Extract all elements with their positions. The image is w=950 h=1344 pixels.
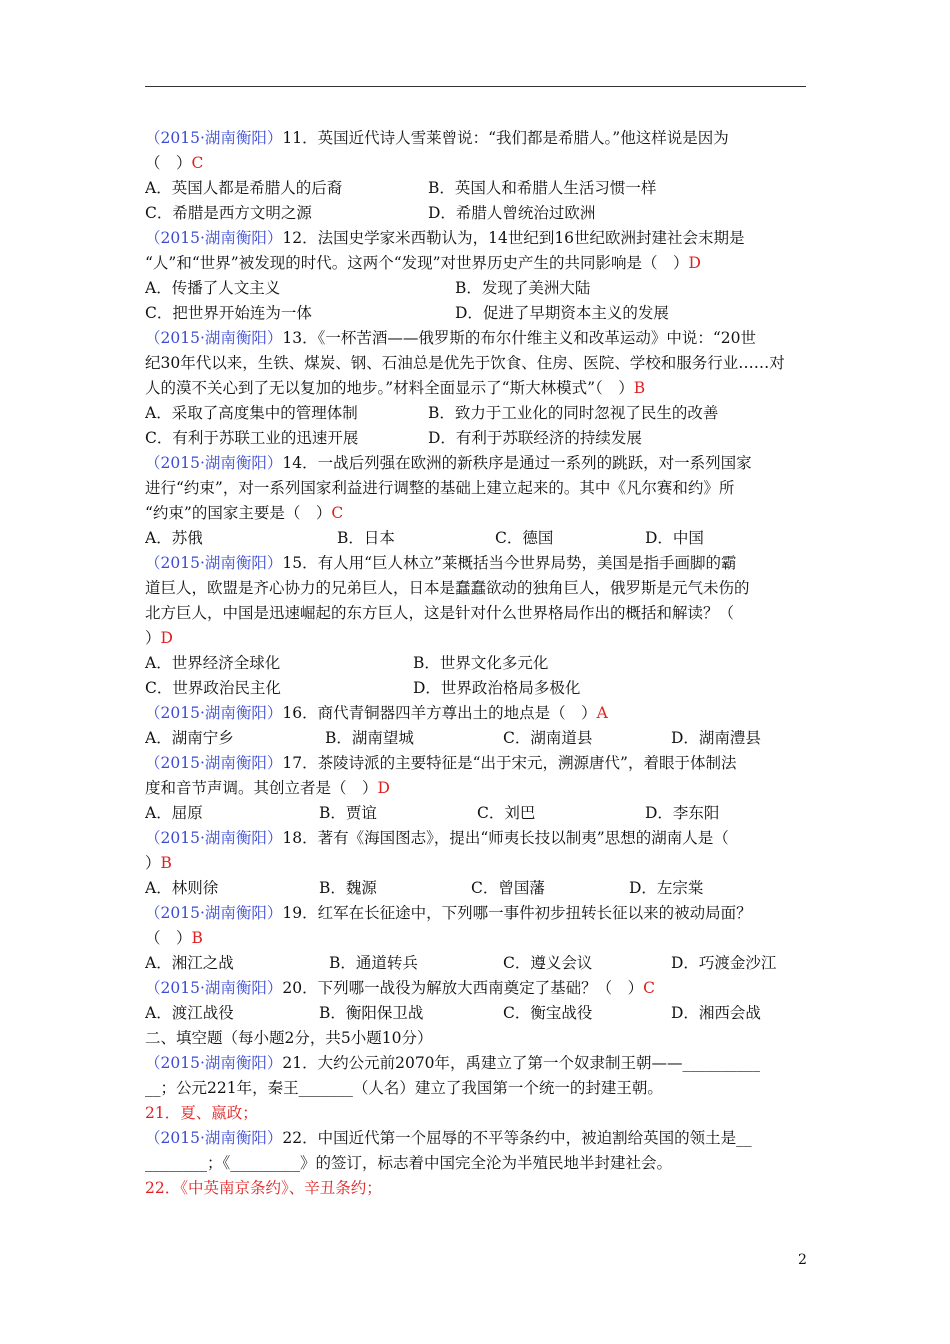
question-15-line-3: 北方巨人，中国是迅速崛起的东方巨人，这是针对什么世界格局作出的概括和解读？（ xyxy=(145,604,735,622)
source-tag: （2015·湖南衡阳） xyxy=(145,1129,283,1147)
answer: D xyxy=(160,629,173,647)
question-21-line-1: （2015·湖南衡阳）21．大约公元前2070年，禹建立了第一个奴隶制王朝——__________ xyxy=(145,1054,761,1072)
source-tag: （2015·湖南衡阳） xyxy=(145,229,283,247)
question-12-options: A．传播了人文主义 B．发现了美洲大陆 xyxy=(145,279,591,297)
answer: C xyxy=(331,504,344,522)
question-19-line-2: （ ）B xyxy=(145,929,203,947)
question-11-options: C．希腊是西方文明之源 D．希腊人曾统治过欧洲 xyxy=(145,204,596,222)
source-tag: （2015·湖南衡阳） xyxy=(145,129,283,147)
question-20-line-1: （2015·湖南衡阳）20．下列哪一战役为解放大西南奠定了基础？（ ）C xyxy=(145,979,655,997)
question-13-line-2: 纪30年代以来，生铁、煤炭、钢、石油总是优先于饮食、住房、医院、学校和服务行业……对 xyxy=(145,354,785,372)
source-tag: （2015·湖南衡阳） xyxy=(145,1054,283,1072)
question-15-line-4: ）D xyxy=(145,629,173,647)
section-two-title: 二、填空题（每小题2分，共5小题10分） xyxy=(145,1029,433,1047)
question-17-options: A．屈原 B．贾谊 C．刘巴 D．李东阳 xyxy=(145,804,720,822)
source-tag: （2015·湖南衡阳） xyxy=(145,904,283,922)
source-tag: （2015·湖南衡阳） xyxy=(145,454,283,472)
question-18-line-2: ）B xyxy=(145,854,172,872)
question-22-answer: 22．《中英南京条约》、辛丑条约； xyxy=(145,1179,382,1197)
question-22-line-2: ________；《_________》的签订，标志着中国完全沦为半殖民地半封建社会。 xyxy=(145,1154,673,1172)
answer: B xyxy=(191,929,203,947)
source-tag: （2015·湖南衡阳） xyxy=(145,754,283,772)
question-14-line-2: 进行“约束”，对一系列国家利益进行调整的基础上建立起来的。其中《凡尔赛和约》所 xyxy=(145,479,735,497)
question-15-line-1: （2015·湖南衡阳）15．有人用“巨人林立”莱概括当今世界局势，美国是指手画脚的霸 xyxy=(145,554,737,572)
question-22-line-1: （2015·湖南衡阳）22．中国近代第一个屈辱的不平等条约中，被迫割给英国的领土是__ xyxy=(145,1129,752,1147)
question-13-options: A．采取了高度集中的管理体制 B．致力于工业化的同时忽视了民生的改善 xyxy=(145,404,719,422)
question-16-options: A．湖南宁乡 B．湖南望城 C．湖南道县 D．湖南澧县 xyxy=(145,729,761,747)
question-21-answer: 21．夏、嬴政； xyxy=(145,1104,258,1122)
question-15-options: C．世界政治民主化 D．世界政治格局多极化 xyxy=(145,679,581,697)
question-13-options: C．有利于苏联工业的迅速开展 D．有利于苏联经济的持续发展 xyxy=(145,429,642,447)
source-tag: （2015·湖南衡阳） xyxy=(145,329,283,347)
source-tag: （2015·湖南衡阳） xyxy=(145,704,283,722)
question-17-line-2: 度和音节声调。其创立者是（ ）D xyxy=(145,779,390,797)
question-20-options: A．渡江战役 B．衡阳保卫战 C．衡宝战役 D．湘西会战 xyxy=(145,1004,761,1022)
question-11-line-2: （ ）C xyxy=(145,154,204,172)
page-number: 2 xyxy=(798,1252,807,1268)
source-tag: （2015·湖南衡阳） xyxy=(145,979,283,997)
question-16-line-1: （2015·湖南衡阳）16．商代青铜器四羊方尊出土的地点是（ ）A xyxy=(145,704,608,722)
question-12-line-2: “人”和“世界”被发现的时代。这两个“发现”对世界历史产生的共同影响是（ ）D xyxy=(145,254,701,272)
question-14-line-1: （2015·湖南衡阳）14．一战后列强在欧洲的新秩序是通过一系列的跳跃，对一系列国家 xyxy=(145,454,752,472)
source-tag: （2015·湖南衡阳） xyxy=(145,554,283,572)
answer: B xyxy=(633,379,646,397)
answer: B xyxy=(160,854,172,872)
question-13-line-3: 人的漠不关心到了无以复加的地步。”材料全面显示了“斯大林模式”（ ）B xyxy=(145,379,646,397)
question-14-options: A．苏俄 B．日本 C．德国 D．中国 xyxy=(145,529,704,547)
question-11-options: A．英国人都是希腊人的后裔 B．英国人和希腊人生活习惯一样 xyxy=(145,179,657,197)
header-rule xyxy=(145,86,806,87)
question-12-options: C．把世界开始连为一体 D．促进了早期资本主义的发展 xyxy=(145,304,669,322)
question-19-line-1: （2015·湖南衡阳）19．红军在长征途中，下列哪一事件初步扭转长征以来的被动局面？ xyxy=(145,904,752,922)
question-15-line-2: 道巨人，欧盟是齐心协力的兄弟巨人，日本是蠢蠢欲动的独角巨人，俄罗斯是元气未伤的 xyxy=(145,579,750,597)
answer: A xyxy=(596,704,608,722)
question-19-options: A．湘江之战 B．通道转兵 C．遵义会议 D．巧渡金沙江 xyxy=(145,954,777,972)
answer: C xyxy=(643,979,655,997)
source-tag: （2015·湖南衡阳） xyxy=(145,829,283,847)
question-15-options: A．世界经济全球化 B．世界文化多元化 xyxy=(145,654,549,672)
question-18-line-1: （2015·湖南衡阳）18．著有《海国图志》，提出“师夷长技以制夷”思想的湖南人是（ xyxy=(145,829,729,847)
question-11-line-1: （2015·湖南衡阳）11．英国近代诗人雪莱曾说：“我们都是希腊人。”他这样说是因为 xyxy=(145,129,729,147)
question-12-line-1: （2015·湖南衡阳）12．法国史学家米西勒认为，14世纪到16世纪欧洲封建社会末期是 xyxy=(145,229,745,247)
question-14-line-3: “约束”的国家主要是（ ）C xyxy=(145,504,344,522)
question-18-options: A．林则徐 B．魏源 C．曾国藩 D．左宗棠 xyxy=(145,879,704,897)
question-17-line-1: （2015·湖南衡阳）17．茶陵诗派的主要特征是“出于宋元，溯源唐代”，着眼于体制法 xyxy=(145,754,737,772)
answer: D xyxy=(377,779,390,797)
answer: C xyxy=(191,154,204,172)
question-21-line-2: __；公元221年，秦王_______（人名）建立了我国第一个统一的封建王朝。 xyxy=(145,1079,663,1097)
document-body xyxy=(145,126,809,1201)
answer: D xyxy=(688,254,701,272)
question-13-line-1: （2015·湖南衡阳）13．《一杯苦酒——俄罗斯的布尔什维主义和改革运动》中说：“20世 xyxy=(145,329,756,347)
